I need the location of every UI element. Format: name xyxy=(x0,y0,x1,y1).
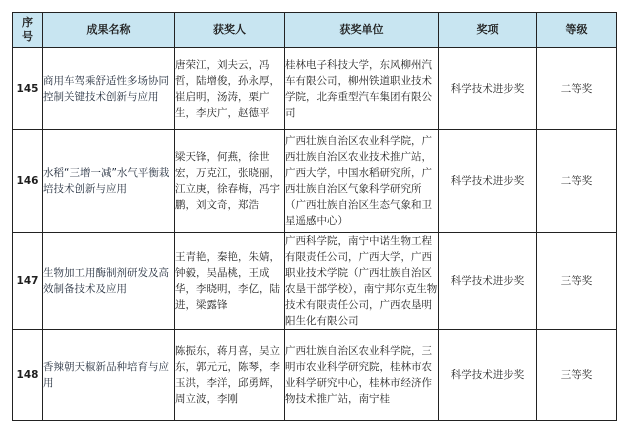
units-cell: 广西壮族自治区农业科学院，广西壮族自治区农业技术推广站，广西大学，中国水稻研究所，广西壮族自治区气象科学研究所（广西壮族自治区生态气象和卫星遥感中心） xyxy=(285,130,439,233)
table-row xyxy=(13,130,617,233)
achievement-name: 生物加工用酶制剂研发及高效制备技术及应用 xyxy=(43,233,175,330)
table-row xyxy=(13,233,617,330)
header-no: 序号 xyxy=(13,13,43,48)
achievement-name: 商用车驾乘舒适性多场协同控制关键技术创新与应用 xyxy=(43,48,175,130)
table-row xyxy=(13,48,617,130)
awards-table xyxy=(12,12,617,421)
grade-cell: 二等奖 xyxy=(537,48,617,130)
units-cell: 桂林电子科技大学，东风柳州汽车有限公司，柳州铁道职业技术学院，北奔重型汽车集团有限公司 xyxy=(285,48,439,130)
prize-cell: 科学技术进步奖 xyxy=(439,130,537,233)
achievement-name: 水稻“三增一减”水气平衡栽培技术创新与应用 xyxy=(43,130,175,233)
prize-cell: 科学技术进步奖 xyxy=(439,48,537,130)
winners-cell xyxy=(175,330,285,421)
header-grade: 等级 xyxy=(537,13,617,48)
row-number: 146 xyxy=(13,130,43,233)
prize-cell: 科学技术进步奖 xyxy=(439,233,537,330)
table-row xyxy=(13,330,617,421)
header-prize: 奖项 xyxy=(439,13,537,48)
winners-cell: 唐荣江，刘夫云，冯哲，陆增俊，孙永厚，崔启明，汤涛，栗广生，李庆广，赵德平 xyxy=(175,48,285,130)
units-cell xyxy=(285,330,439,421)
winners-cell: 梁天锋，何燕，徐世宏，万克江，张晓丽，江立庚，徐春梅，冯宇鹏，刘文奇，郑浩 xyxy=(175,130,285,233)
header-name: 成果名称 xyxy=(43,13,175,48)
grade-cell: 二等奖 xyxy=(537,130,617,233)
prize-cell: 科学技术进步奖 xyxy=(439,330,537,421)
units-cell: 广西科学院，南宁中诺生物工程有限责任公司，广西大学，广西职业技术学院（广西壮族自治区农垦干部学校），南宁邦尔克生物技术有限责任公司，广西农垦明阳生化有限公司 xyxy=(285,233,439,330)
header-units: 获奖单位 xyxy=(285,13,439,48)
winners-cell: 王青艳，秦艳，朱婧，钟毅，吴晶桃，王成华，李晓明，李亿，陆进，梁露锋 xyxy=(175,233,285,330)
units-text: 广西壮族自治区农业科学院，三明市农业科学研究院，桂林市农业科学研究中心，桂林市经济作物技术推广站，南宁桂 xyxy=(285,345,432,405)
header-winners: 获奖人 xyxy=(175,13,285,48)
row-number: 148 xyxy=(13,330,43,421)
grade-cell: 三等奖 xyxy=(537,233,617,330)
row-number: 145 xyxy=(13,48,43,130)
header-row xyxy=(13,13,617,48)
achievement-name: 香辣朝天椒新品种培育与应用 xyxy=(43,330,175,421)
row-number: 147 xyxy=(13,233,43,330)
grade-cell: 三等奖 xyxy=(537,330,617,421)
winners-text: 陈振东，蒋月喜，吴立东，郭元元，陈琴，李玉洪，李洋，邱勇辉，周立波，李刚 xyxy=(175,345,280,405)
